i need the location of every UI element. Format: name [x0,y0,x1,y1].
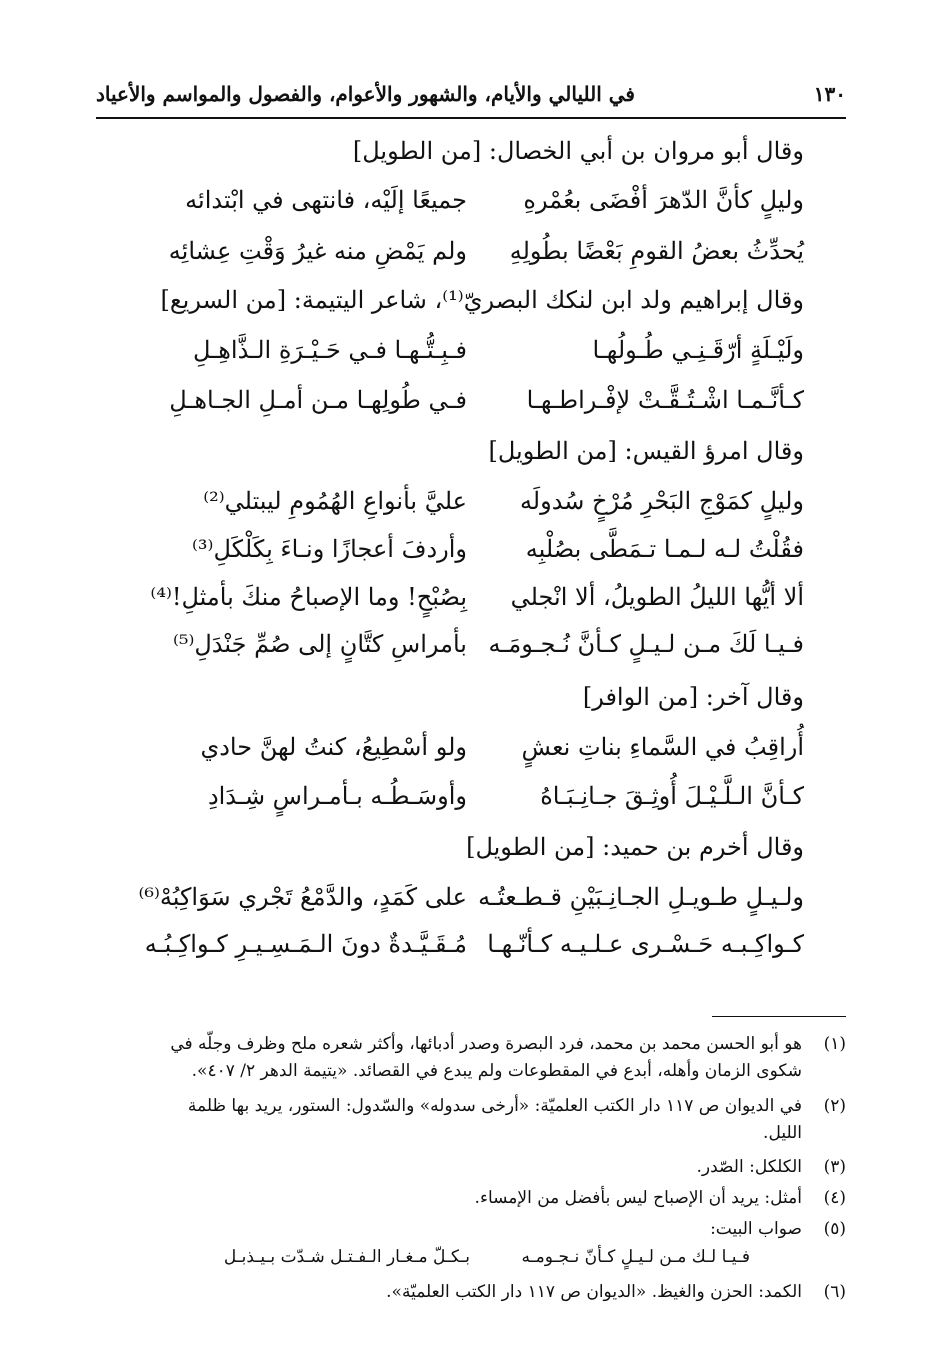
verse-first-hemistich: ولَيْـلَةٍ أرّقَـنِـي طُـولُهـا [592,336,804,364]
verse-second-hemistich: ولم يَمْضِ منه غيرُ وَقْتِ عِشائِه [168,237,467,265]
page-number: ١٣٠ [813,82,846,106]
footnote-text: هو أبو الحسن محمد بن محمد، فرد البصرة وصدر أدبائها، وأكثر شعره ملح وظرف وجلّه في [170,1034,802,1054]
verse-line [96,237,846,265]
footnote [96,1153,846,1181]
verse-line [96,535,846,563]
verse-first-hemistich: فقُلْتُ لـه لـمـا تـمَطَّى بصُلْبِه [525,535,804,563]
footnote [96,1215,846,1243]
verse-second-hemistich: عليَّ بأنواعِ الهُمُومِ ليبتلي⁽²⁾ [203,487,467,515]
verse-first-hemistich: كـأنَّـمـا اشْـتُـقَّـتْ لإفْـراطـهـا [526,386,804,414]
footnote-number: (٢) [823,1096,846,1116]
footnote-text: أمثل: يريد أن الإصباح ليس بأفضل من الإمساء. [474,1188,802,1208]
footnote-text: الكلكل: الصّدر. [696,1157,802,1177]
footnote-number: (٤) [823,1188,846,1208]
intro-line: وقال آخر: [من الوافر] [582,683,804,711]
verse-line [96,487,846,515]
verse-line [96,186,846,214]
footnote [96,1092,846,1120]
verse-first-hemistich: يُحدِّثُ بعضُ القومِ بَعْضًا بطُولِهِ [509,237,804,265]
verse-line [96,386,846,414]
footnote-number: (٥) [823,1219,846,1239]
footnote-text: صواب البيت: [710,1219,802,1239]
footnote-continuation: الليل. [763,1123,802,1143]
verse-line [96,782,846,810]
verse-first-hemistich: ألا أيُّها الليلُ الطويلُ، ألا انْجلي [510,583,804,611]
verse-second-hemistich: ولو أسْطِيعُ، كنتُ لهنَّ حادي [200,733,467,761]
intro-line: وقال إبراهيم ولد ابن لنكك البصريّ⁽¹⁾، شاعر اليتيمة: [من السريع] [160,286,804,314]
footnote-number: (١) [823,1034,846,1054]
verse-first-hemistich: وليلٍ كمَوْجِ البَحْرِ مُرْخٍ سُدولَه [519,487,804,515]
footnote-text: في الديوان ص ١١٧ دار الكتب العلميّة: «أرخى سدوله» والسّدول: الستور، يريد بها ظلمة [187,1096,802,1116]
verse-line [96,930,846,958]
verse-second-hemistich: بِصُبْحٍ! وما الإصباحُ منكَ بأمثلِ!⁽⁴⁾ [150,583,467,611]
verse-second-hemistich: جميعًا إلَيْه، فانتهى في ابْتدائه [185,186,467,214]
footnote-continuation: شكوى الزمان وأهله، أبدع في المقطوعات ولم يبدع في القصائد. «يتيمة الدهر ٢/ ٤٠٧». [191,1061,802,1081]
verse-line [96,583,846,611]
verse-second-hemistich: وأردفَ أعجازًا ونـاءَ بِكَلْكَلِ⁽³⁾ [192,535,467,563]
footnote-text: الكمد: الحزن والغيظ. «الديوان ص ١١٧ دار الكتب العلميّة». [386,1282,802,1302]
verse-line [96,336,846,364]
intro-line: وقال امرؤ القيس: [من الطويل] [488,437,804,465]
footnote-number: (٣) [823,1157,846,1177]
footnote [96,1030,846,1058]
running-title: في الليالي والأيام، والشهور والأعوام، والفصول والمواسم والأعياد [96,82,635,106]
footnote-verse-first-hemistich: فـيـا لـك مـن لـيـلٍ كـأنّ نـجـومـه [521,1247,750,1267]
verse-first-hemistich: أُراقِبُ في السَّماءِ بناتِ نعشٍ [521,733,804,761]
verse-first-hemistich: كـواكِـبـه حَـسْـرى عـلـيـه كـأنّـهـا [487,930,804,958]
verse-second-hemistich: فـبِـتُّـهـا فـي حَـيْـرَةِ الـذَّاهِـلِ [193,336,467,364]
verse-first-hemistich: فـيـا لَكَ مـن لـيـلٍ كـأنَّ نُـجـومَـه [488,630,804,658]
verse-second-hemistich: على كَمَدٍ، والدَّمْعُ تَجْري سَوَاكِبُهْ⁽⁶⁾ [138,883,467,911]
verse-line [96,630,846,658]
footnote-verse-second-hemistich: بـكـلّ مـغـار الـفـتـل شـدّت بـيـذبـل [223,1247,470,1267]
verse-second-hemistich: وأوسَـطُـه بـأمـراسٍ شِـدَادِ [207,782,467,810]
footnote [96,1184,846,1212]
verse-second-hemistich: مُـقَـيَّـدةٌ دونَ الـمَـسِـيـرِ كـواكِـبُـه [144,930,467,958]
intro-line: وقال أخرم بن حميد: [من الطويل] [466,833,804,861]
running-header [96,74,846,114]
footnote-number: (٦) [823,1282,846,1302]
verse-line [96,883,846,911]
header-rule [96,117,846,119]
verse-second-hemistich: بأمراسِ كتَّانٍ إلى صُمِّ جَنْدَلِ⁽⁵⁾ [172,630,467,658]
verse-first-hemistich: ولـيـلٍ طـويـلِ الجـانِـبَيْنِ قـطـعتُـه [478,883,804,911]
footnote [96,1278,846,1306]
footnote-rule [712,1016,846,1017]
verse-line [96,733,846,761]
verse-second-hemistich: فـي طُولِهـا مـن أمـلِ الجـاهـلِ [169,386,467,414]
verse-first-hemistich: كـأنَّ الـلَّـيْـلَ أُوثِـقَ جـانِـبَـاهُ [540,782,804,810]
intro-line: وقال أبو مروان بن أبي الخصال: [من الطويل] [352,137,804,165]
verse-first-hemistich: وليلٍ كأنَّ الدّهرَ أفْضَى بعُمْرهِ [523,186,804,214]
footnote-verse [150,1247,800,1267]
